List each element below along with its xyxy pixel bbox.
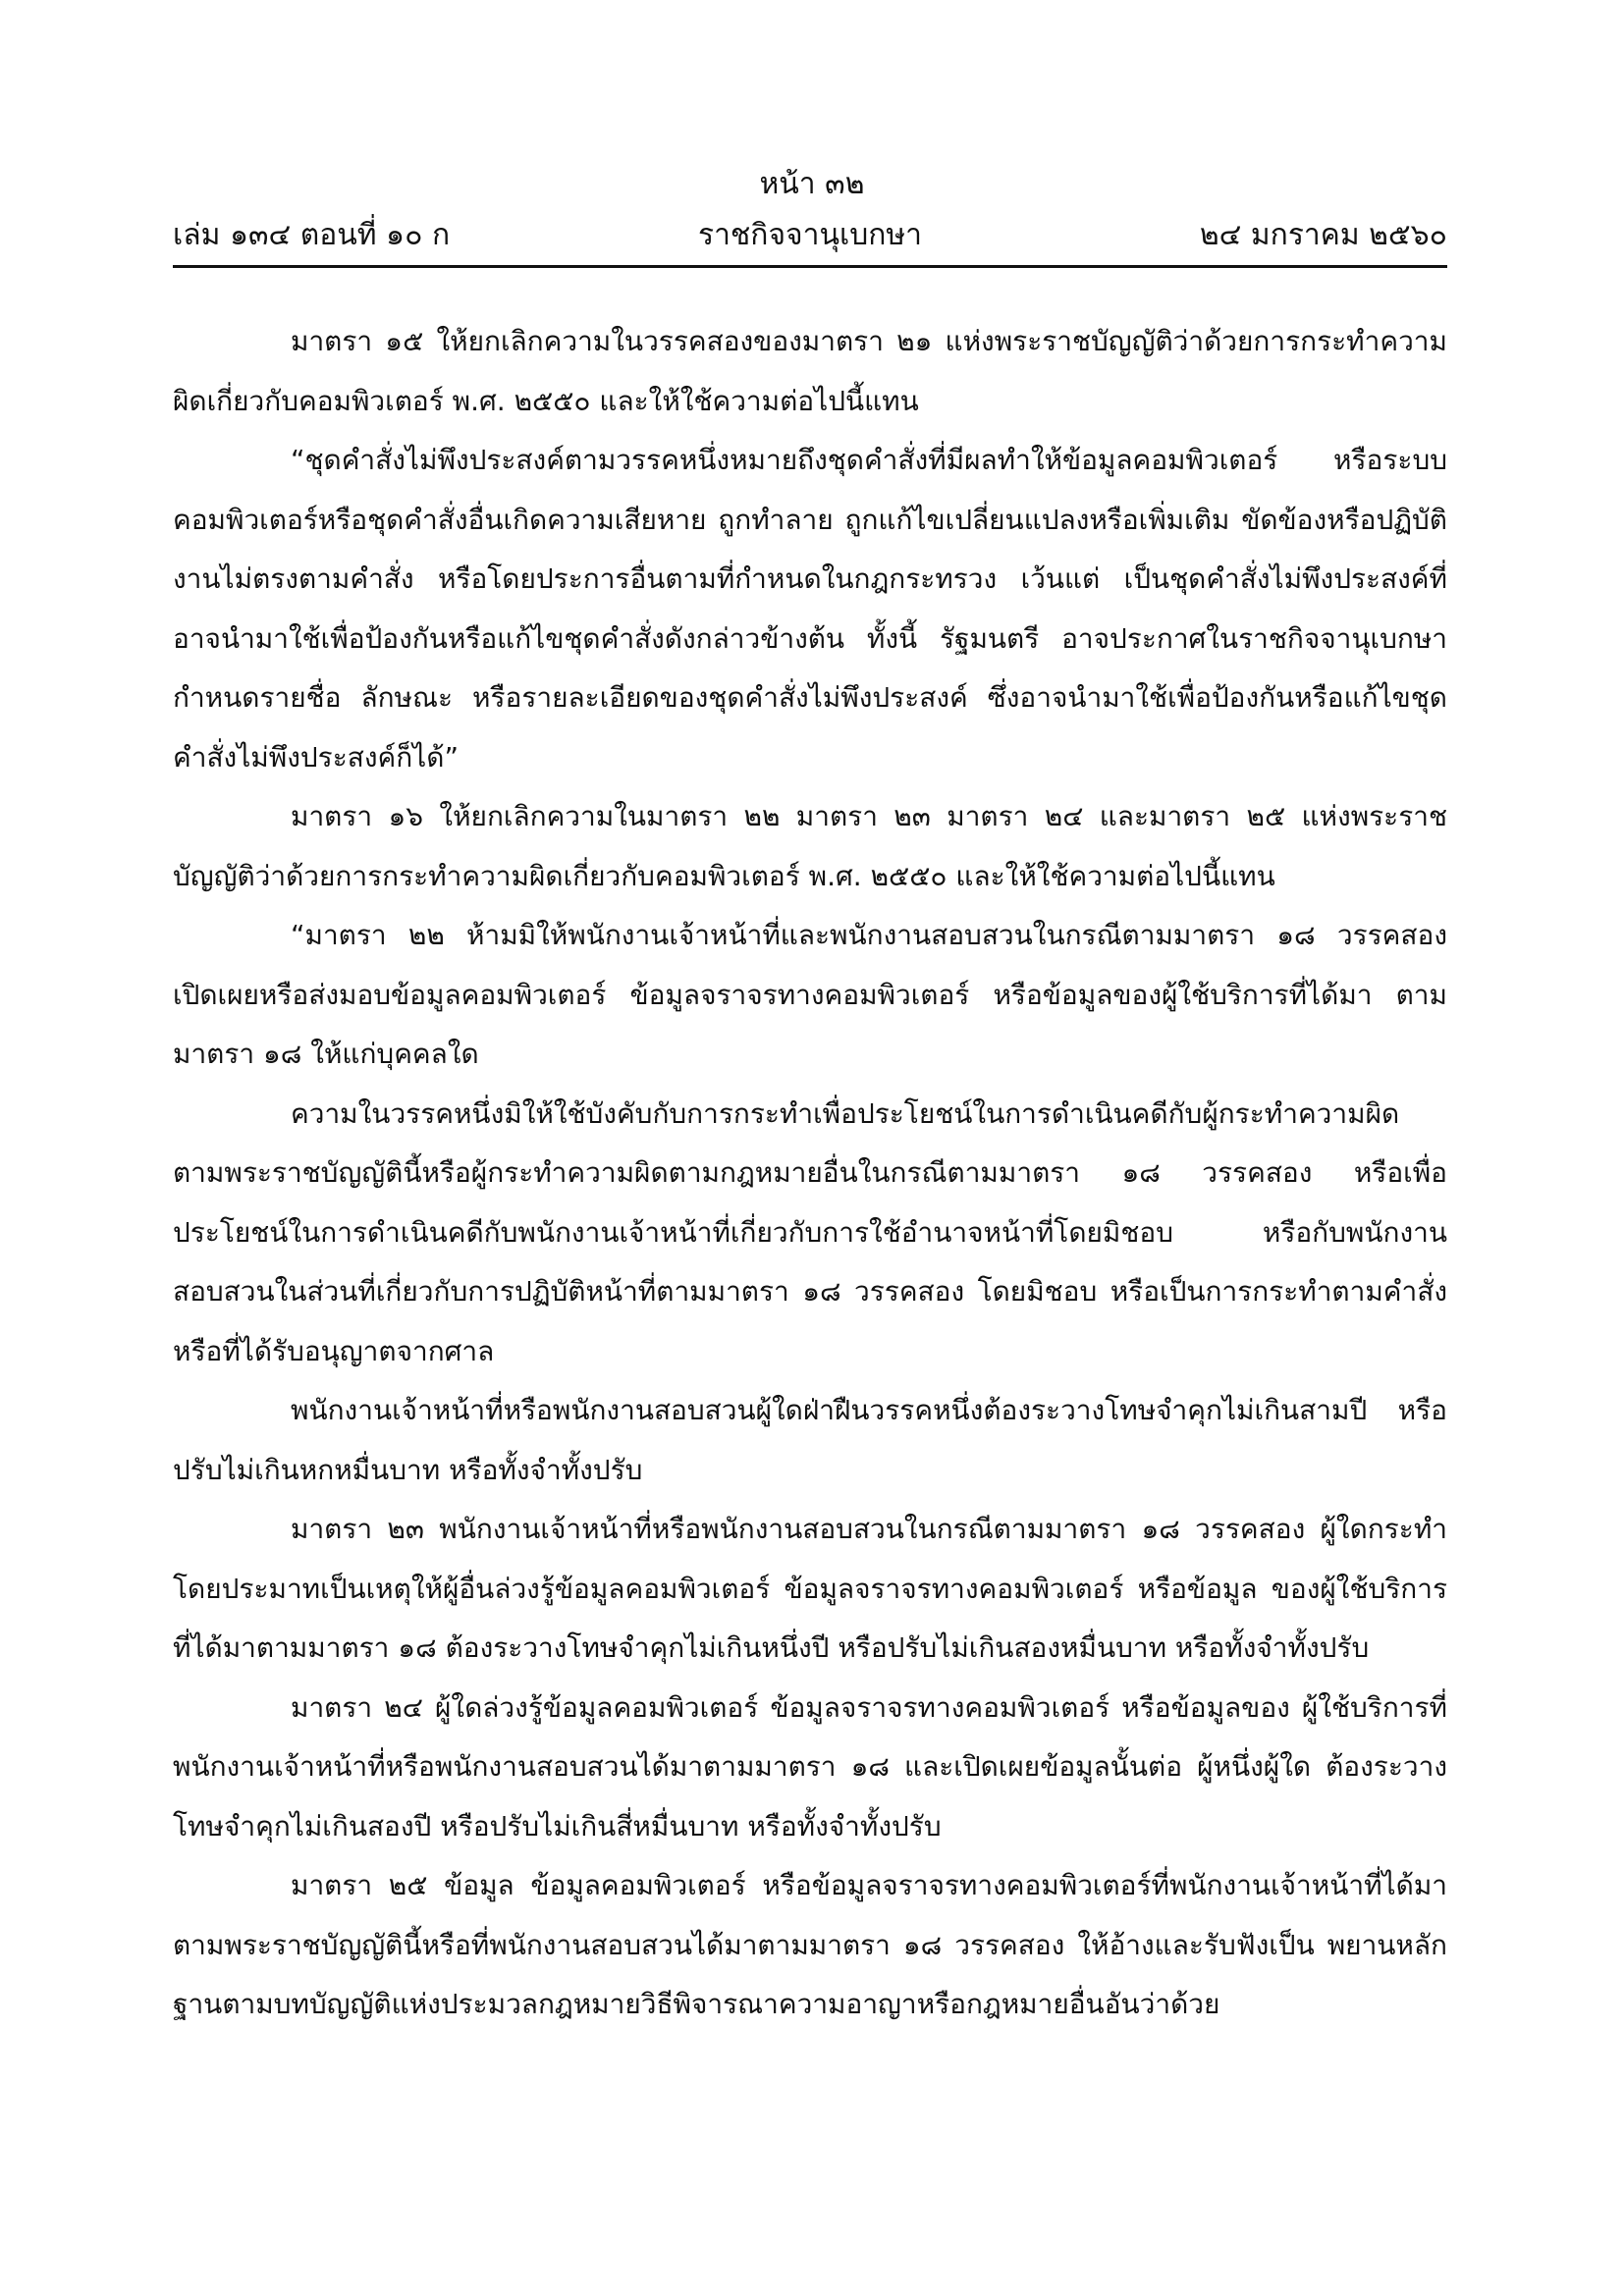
volume-issue: เล่ม ๑๓๔ ตอนที่ ๑๐ ก <box>173 218 451 252</box>
paragraph-section-16: มาตรา ๑๖ ให้ยกเลิกความในมาตรา ๒๒ มาตรา ๒๓ มาตรา ๒๔ และมาตรา ๒๕ แห่งพระราชบัญญัติว่าด้วยการกระทำความผิดเกี่ยวกับคอมพิวเตอร์ พ.ศ. ๒๕๕๐ และให้ใช้ความต่อไปนี้แทน <box>173 800 1447 892</box>
paragraph-section-15: มาตรา ๑๕ ให้ยกเลิกความในวรรคสองของมาตรา ๒๑ แห่งพระราชบัญญัติว่าด้วยการกระทำความผิดเกี่ยวกับคอมพิวเตอร์ พ.ศ. ๒๕๕๐ และให้ใช้ความต่อไปนี้แทน <box>173 325 1447 417</box>
gazette-header <box>173 214 1447 257</box>
paragraph-section-23: มาตรา ๒๓ พนักงานเจ้าหน้าที่หรือพนักงานสอบสวนในกรณีตามมาตรา ๑๘ วรรคสอง ผู้ใดกระทำโดยประมาทเป็นเหตุให้ผู้อื่นล่วงรู้ข้อมูลคอมพิวเตอร์ ข้อมูลจราจรทางคอมพิวเตอร์ หรือข้อมูล ของผู้ใช้บริการ ที่ได้มาตามมาตรา ๑๘ ต้องระวางโทษจำคุกไม่เกินหนึ่งปี หรือปรับไม่เกินสองหมื่นบาท หรือทั้งจำทั้งปรับ <box>173 1513 1447 1664</box>
paragraph-section-25: มาตรา ๒๕ ข้อมูล ข้อมูลคอมพิวเตอร์ หรือข้อมูลจราจรทางคอมพิวเตอร์ที่พนักงานเจ้าหน้าที่ได้มา ตามพระราชบัญญัตินี้หรือที่พนักงานสอบสวนได้มาตามมาตรา ๑๘ วรรคสอง ให้อ้างและรับฟังเป็น พยานหลักฐานตามบทบัญญัติแห่งประมวลกฎหมายวิธีพิจารณาความอาญาหรือกฎหมายอื่นอันว่าด้วย <box>173 1869 1447 2020</box>
paragraph-malware-definition: “ชุดคำสั่งไม่พึงประสงค์ตามวรรคหนึ่งหมายถึงชุดคำสั่งที่มีผลทำให้ข้อมูลคอมพิวเตอร์ หรือระบบคอมพิวเตอร์หรือชุดคำสั่งอื่นเกิดความเสียหาย ถูกทำลาย ถูกแก้ไขเปลี่ยนแปลงหรือเพิ่มเติม ขัดข้องหรือปฏิบัติงานไม่ตรงตามคำสั่ง หรือโดยประการอื่นตามที่กำหนดในกฎกระทรวง เว้นแต่ เป็นชุดคำสั่งไม่พึงประสงค์ที่อาจนำมาใช้เพื่อป้องกันหรือแก้ไขชุดคำสั่งดังกล่าวข้างต้น ทั้งนี้ รัฐมนตรี อาจประกาศในราชกิจจานุเบกษากำหนดรายชื่อ ลักษณะ หรือรายละเอียดของชุดคำสั่งไม่พึงประสงค์ ซึ่งอาจนำมาใช้เพื่อป้องกันหรือแก้ไขชุดคำสั่งไม่พึงประสงค์ก็ได้” <box>173 444 1447 774</box>
page-number: หน้า ๓๒ <box>759 167 865 201</box>
paragraph-section-24: มาตรา ๒๔ ผู้ใดล่วงรู้ข้อมูลคอมพิวเตอร์ ข้อมูลจราจรทางคอมพิวเตอร์ หรือข้อมูลของ ผู้ใช้บริการที่พนักงานเจ้าหน้าที่หรือพนักงานสอบสวนได้มาตามมาตรา ๑๘ และเปิดเผยข้อมูลนั้นต่อ ผู้หนึ่งผู้ใด ต้องระวางโทษจำคุกไม่เกินสองปี หรือปรับไม่เกินสี่หมื่นบาท หรือทั้งจำทั้งปรับ <box>173 1690 1447 1842</box>
publication-title: ราชกิจจานุเบกษา <box>697 218 923 252</box>
document-body <box>173 312 1447 2035</box>
publication-date: ๒๔ มกราคม ๒๕๖๐ <box>1199 218 1447 252</box>
paragraph-section-22: “มาตรา ๒๒ ห้ามมิให้พนักงานเจ้าหน้าที่และพนักงานสอบสวนในกรณีตามมาตรา ๑๘ วรรคสอง เปิดเผยหรือส่งมอบข้อมูลคอมพิวเตอร์ ข้อมูลจราจรทางคอมพิวเตอร์ หรือข้อมูลของผู้ใช้บริการที่ได้มา ตามมาตรา ๑๘ ให้แก่บุคคลใด <box>173 919 1447 1070</box>
paragraph-section-22-penalty: พนักงานเจ้าหน้าที่หรือพนักงานสอบสวนผู้ใดฝ่าฝืนวรรคหนึ่งต้องระวางโทษจำคุกไม่เกินสามปี หรือปรับไม่เกินหกหมื่นบาท หรือทั้งจำทั้งปรับ <box>173 1394 1447 1486</box>
header-divider <box>173 265 1447 268</box>
paragraph-section-22-exception: ความในวรรคหนึ่งมิให้ใช้บังคับกับการกระทำเพื่อประโยชน์ในการดำเนินคดีกับผู้กระทำความผิด ตามพระราชบัญญัตินี้หรือผู้กระทำความผิดตามกฎหมายอื่นในกรณีตามมาตรา ๑๘ วรรคสอง หรือเพื่อประโยชน์ในการดำเนินคดีกับพนักงานเจ้าหน้าที่เกี่ยวกับการใช้อำนาจหน้าที่โดยมิชอบ หรือกับพนักงานสอบสวนในส่วนที่เกี่ยวกับการปฏิบัติหน้าที่ตามมาตรา ๑๘ วรรคสอง โดยมิชอบ หรือเป็นการกระทำตามคำสั่งหรือที่ได้รับอนุญาตจากศาล <box>173 1096 1447 1367</box>
